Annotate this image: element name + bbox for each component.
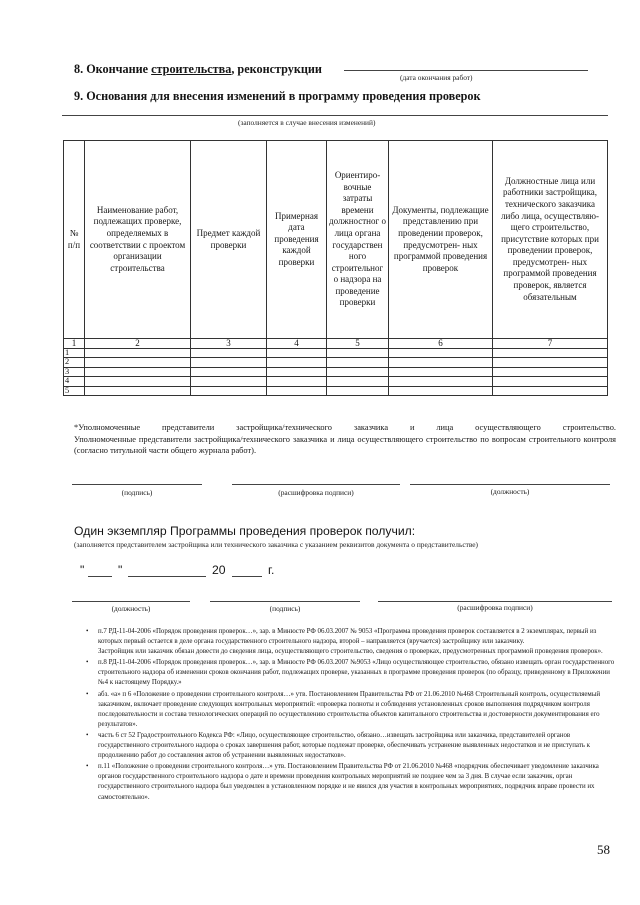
table-cell[interactable] <box>267 367 327 376</box>
receipt-subtitle: (заполняется представителем застройщика или технического заказчика с указанием реквизитов документа о представительстве) <box>74 540 479 549</box>
legal-notes-list <box>86 627 616 804</box>
legal-note <box>86 627 616 657</box>
table-row <box>64 377 608 386</box>
section-8-heading <box>74 62 322 77</box>
column-number: 3 <box>191 339 267 349</box>
table-cell[interactable] <box>493 377 608 386</box>
legal-note-text: п.8 РД-11-04-2006 «Порядок проведения проверок…», зар. в Минюсте РФ 06.03.2007 №9053 «Лицо осуществляющее строительство, обязано извещать орган государственного строительного надзора об изменении сроков окончания работ, подлежащих проверке, указанных в программе проведения проверок (по образцу, приведенному в Приложении №4 к настоящему Порядку.» <box>98 659 615 687</box>
legal-note <box>86 658 616 688</box>
table-row <box>64 367 608 376</box>
column-numbers-row <box>64 339 608 349</box>
legal-note-text: п.11 «Положение о проведении строительного контроля…» утв. Постановлением Правительства РФ от 21.06.2010 №468 «подрядчик обеспечивает уведомление заказчика органов государственного строительного надзора о дате и времени проведения контрольных мероприятий не позднее чем за 3 дня. В случае если заказчик, орган государственного строительного надзора был уведомлен в установленном порядке и не явился для участия в контрольных мероприятиях, подрядчик вправе провести их самостоятельно». <box>98 763 599 801</box>
header-time-cost: Ориентиро- вочные затраты времени должностног о лица органа государствен ного строительног о надзора на проведение проверки <box>327 141 389 339</box>
receiver-signature-line[interactable] <box>210 601 360 602</box>
row-number: 5 <box>64 386 85 395</box>
header-number: № п/п <box>64 141 85 339</box>
row-number: 3 <box>64 367 85 376</box>
receiver-decoding-caption: (расшифровка подписи) <box>457 603 533 612</box>
signature-line[interactable] <box>72 484 202 485</box>
legal-note-text: п.7 РД-11-04-2006 «Порядок проведения проверок…», зар. в Минюсте РФ 06.03.2007 № 9053 «Программа проведения проверок составляется в 2 экземплярах, первый из которых первый остается в деле органа государственного строительного надзора, второй – направляется (вручается) застройщику или заказчику. <box>98 628 597 646</box>
receiver-signature-caption: (подпись) <box>269 604 301 613</box>
section-8-underlined-word: строительства <box>151 62 232 76</box>
section-9-heading: 9. Основания для внесения изменений в программу проведения проверок <box>74 89 481 103</box>
signature-caption: (подпись) <box>121 488 153 497</box>
table-cell[interactable] <box>267 358 327 367</box>
completion-date-line[interactable] <box>344 70 588 71</box>
signature-decoding-line[interactable] <box>232 484 400 485</box>
receiver-decoding-line[interactable] <box>378 601 612 602</box>
table-cell[interactable] <box>389 386 493 395</box>
receiver-position-caption: (должность) <box>111 604 151 613</box>
authorized-representatives-text <box>74 422 616 457</box>
legal-note <box>86 762 616 802</box>
signature-decoding-caption: (расшифровка подписи) <box>278 488 354 497</box>
table-cell[interactable] <box>389 377 493 386</box>
legal-note-text: часть 6 ст 52 Градостроительного Кодекса РФ: «Лицо, осуществляющее строительство, обязано…извещать застройщика или заказчика, представителей органов государственного строительного надзора о сроках завершения работ, которые подлежат проверке, обеспечивать устранение выявленных недостатков и не приступать к продолжению работ до составления актов об устранении выявленных недостатков». <box>98 731 590 760</box>
legal-note-continuation: Застройщик или заказчик обязан довести до сведения лица, осуществляющего строительство, сведения о проверках, предусмотренных программой проведения проверок». <box>98 648 603 656</box>
table-cell[interactable] <box>191 386 267 395</box>
authorized-line-2: Уполномоченные представители застройщика/технического заказчика и лица осуществляющего строительство по вопросам строительного контроля (согласно титульной части общего журнала работ). <box>74 434 616 455</box>
column-number: 1 <box>64 339 85 349</box>
table-cell[interactable] <box>327 386 389 395</box>
day-line[interactable] <box>88 576 112 577</box>
date-close-quote: " <box>118 563 123 577</box>
row-number: 1 <box>64 349 85 358</box>
column-number: 4 <box>267 339 327 349</box>
table-row <box>64 349 608 358</box>
table-cell[interactable] <box>493 386 608 395</box>
table-cell[interactable] <box>327 349 389 358</box>
table-cell[interactable] <box>389 367 493 376</box>
completion-date-caption: (дата окончания работ) <box>400 73 473 82</box>
header-subject: Предмет каждой проверки <box>191 141 267 339</box>
table-cell[interactable] <box>327 377 389 386</box>
receipt-title: Один экземпляр Программы проведения проверок получил: <box>74 524 416 538</box>
authorized-line-1: *Уполномоченные представители застройщика/технического заказчика и лица осуществляющего строительство. <box>74 423 616 432</box>
year-prefix: 20 <box>212 563 226 577</box>
row-number: 4 <box>64 377 85 386</box>
column-number: 2 <box>85 339 191 349</box>
table-row <box>64 358 608 367</box>
column-number: 7 <box>493 339 608 349</box>
table-cell[interactable] <box>389 349 493 358</box>
row-number: 2 <box>64 358 85 367</box>
table-cell[interactable] <box>85 367 191 376</box>
position-caption: (должность) <box>490 487 530 496</box>
table-cell[interactable] <box>493 358 608 367</box>
month-line[interactable] <box>128 576 206 577</box>
legal-note <box>86 731 616 761</box>
page-number: 58 <box>597 842 610 857</box>
table-row <box>64 386 608 395</box>
table-cell[interactable] <box>191 349 267 358</box>
position-line[interactable] <box>410 484 610 485</box>
legal-note-text: абз. «а» п 6 «Положение о проведении строительного контроля…» утв. Постановлением Правительства РФ от 21.06.2010 №468 Строительный контроль, осуществляемый заказчиком, включает проведение следующих контрольных мероприятий: «проверка полноты и соблюдения установленных сроков выполнения подрядчиком контроля последовательности и состава технологических операций по осуществлению строительства объектов капитального строительства и достоверности документирования его результатов». <box>98 690 601 728</box>
header-officials: Должностные лица или работники застройщика, технического заказчика либо лица, осуществляю- щего строительство, присутствие которых при проведении проверок, предусмотрен- ных программой проведения проверок, является обязательным <box>493 141 608 339</box>
inspection-program-table <box>63 140 608 396</box>
changes-basis-line[interactable] <box>62 115 608 116</box>
section-8-text-start: Окончание <box>86 62 152 76</box>
table-cell[interactable] <box>85 358 191 367</box>
date-open-quote: " <box>80 563 85 577</box>
header-work-name: Наименование работ, подлежащих проверке, определяемых в соответствии с проектом организации строительства <box>85 141 191 339</box>
table-cell[interactable] <box>389 358 493 367</box>
header-date: Примерная дата проведения каждой проверки <box>267 141 327 339</box>
table-cell[interactable] <box>493 349 608 358</box>
table-cell[interactable] <box>327 358 389 367</box>
column-number: 6 <box>389 339 493 349</box>
table-cell[interactable] <box>191 377 267 386</box>
table-cell[interactable] <box>493 367 608 376</box>
table-header-row <box>64 141 608 339</box>
table-cell[interactable] <box>267 349 327 358</box>
changes-basis-caption: (заполняется в случае внесения изменений) <box>238 118 376 127</box>
header-documents: Документы, подлежащие представлению при проведении проверок, предусмотрен- ных программой проведения проверок <box>389 141 493 339</box>
table-cell[interactable] <box>191 367 267 376</box>
table-cell[interactable] <box>85 377 191 386</box>
year-suffix: г. <box>268 563 275 577</box>
legal-note <box>86 690 616 730</box>
table-cell[interactable] <box>327 367 389 376</box>
table-cell[interactable] <box>85 349 191 358</box>
column-number: 5 <box>327 339 389 349</box>
year-line[interactable] <box>232 576 262 577</box>
table-cell[interactable] <box>267 386 327 395</box>
table-cell[interactable] <box>191 358 267 367</box>
table-cell[interactable] <box>267 377 327 386</box>
section-8-number: 8. <box>74 62 87 76</box>
receiver-position-line[interactable] <box>72 601 190 602</box>
table-cell[interactable] <box>85 386 191 395</box>
section-8-text-end: , реконструкции <box>231 62 322 76</box>
